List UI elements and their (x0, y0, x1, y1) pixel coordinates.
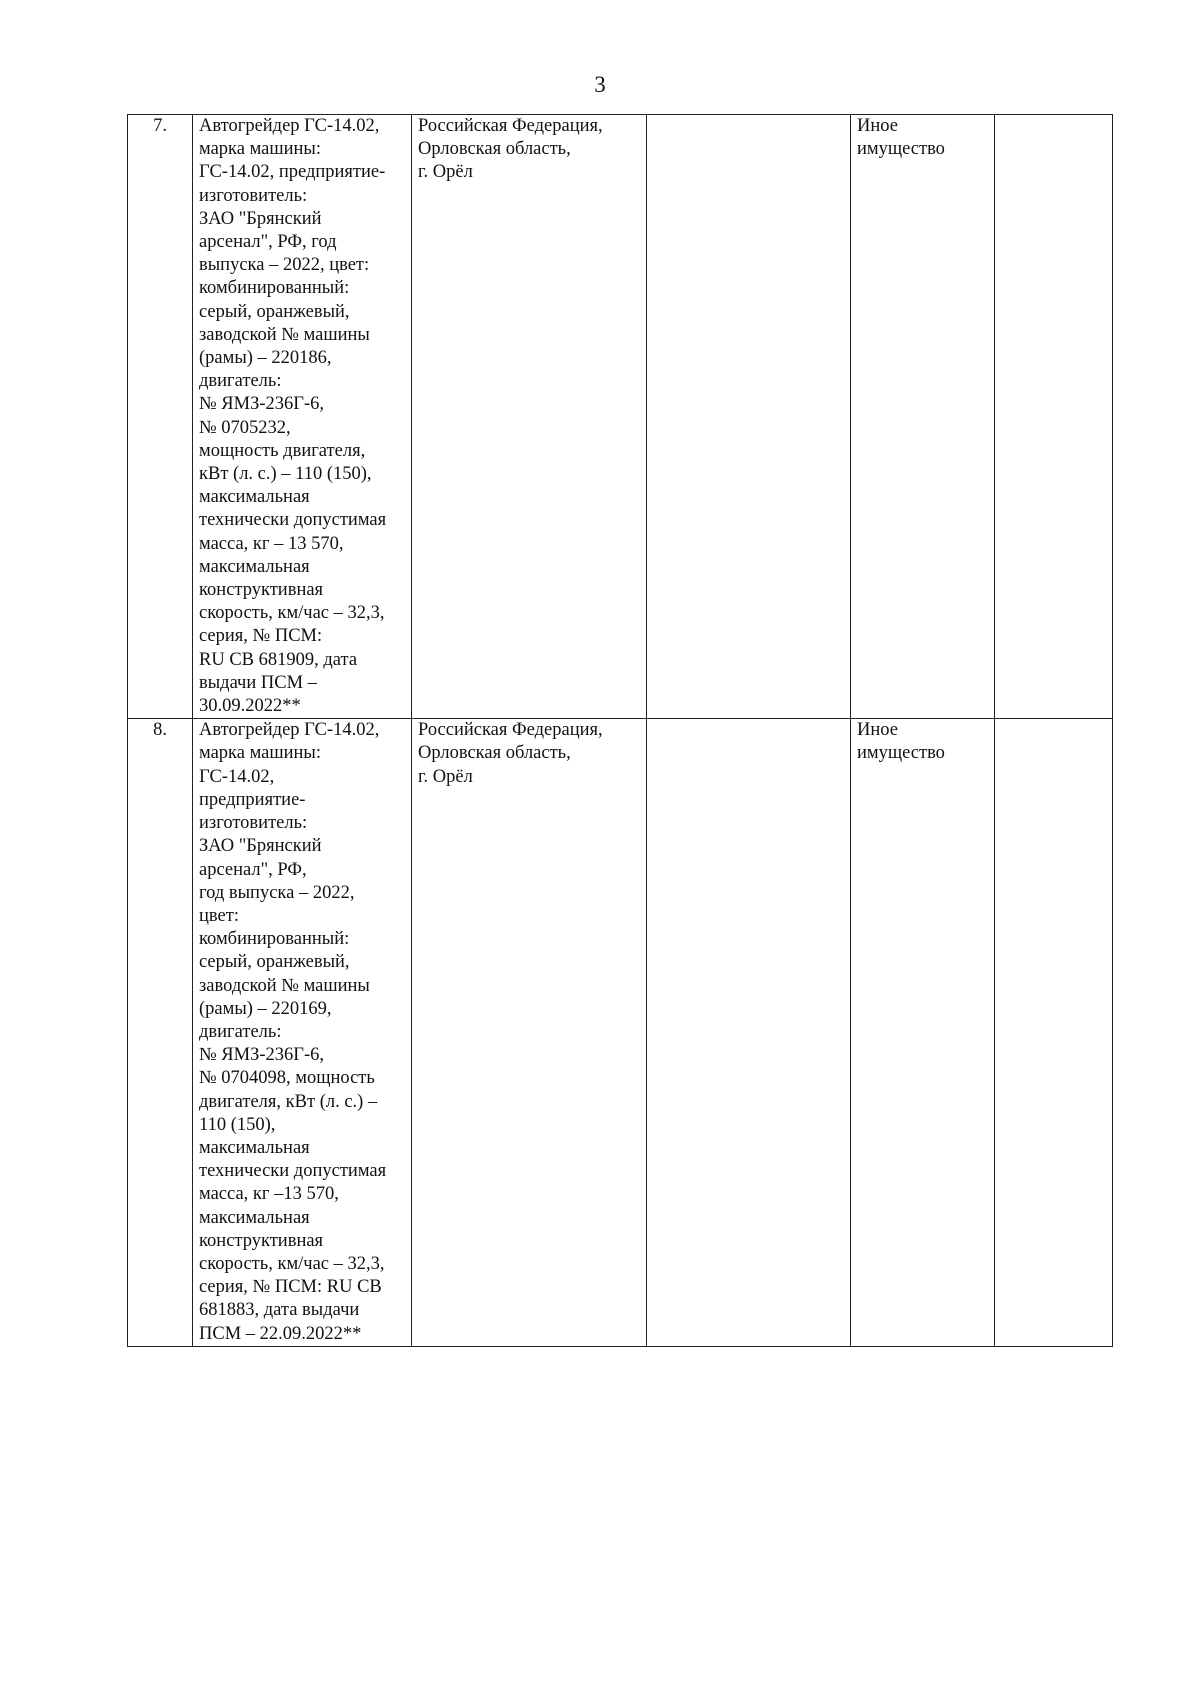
description-line: технически допустимая (199, 1161, 387, 1182)
description-line: № 0704098, мощность (199, 1068, 375, 1089)
location-line: Российская Федерация, (418, 116, 603, 136)
description-line: арсенал", РФ, год (199, 232, 337, 253)
description-line: марка машины: (199, 139, 321, 160)
description-line: изготовитель: (199, 185, 308, 206)
location-line: г. Орёл (418, 766, 473, 787)
location-cell (412, 115, 647, 719)
category-cell (851, 719, 995, 1346)
description-line: комбинированный: (199, 278, 350, 299)
description-line: марка машины: (199, 743, 321, 764)
table-row (128, 115, 1113, 719)
description-line: (рамы) – 220169, (199, 998, 332, 1019)
empty-cell (995, 115, 1113, 719)
property-description-cell (193, 115, 412, 719)
description-line: ГС-14.02, (199, 766, 275, 787)
row-number-cell: 8. (128, 719, 193, 1346)
location-line: Российская Федерация, (418, 720, 603, 741)
description-line: 30.09.2022** (199, 696, 301, 717)
description-line: масса, кг –13 570, (199, 1184, 339, 1205)
description-line: ЗАО "Брянский (199, 836, 322, 857)
location-cell (412, 719, 647, 1346)
empty-cell (995, 719, 1113, 1346)
description-line: 110 (150), (199, 1114, 276, 1135)
description-line: Автогрейдер ГС-14.02, (199, 116, 380, 136)
property-description-cell (193, 719, 412, 1346)
description-line: ЗАО "Брянский (199, 208, 322, 229)
description-line: масса, кг – 13 570, (199, 533, 344, 554)
description-line: мощность двигателя, (199, 440, 366, 461)
description-line: серия, № ПСМ: (199, 626, 323, 647)
description-line: № ЯМЗ-236Г-6, (199, 1045, 324, 1066)
description-line: изготовитель: (199, 813, 308, 834)
description-line: № 0705232, (199, 417, 291, 438)
description-line: двигателя, кВт (л. с.) – (199, 1091, 378, 1112)
description-line: 681883, дата выдачи (199, 1300, 360, 1321)
description-line: серый, оранжевый, (199, 301, 350, 322)
description-line: максимальная (199, 556, 310, 577)
description-line: выдачи ПСМ – (199, 672, 317, 693)
description-line: выпуска – 2022, цвет: (199, 255, 370, 276)
empty-cell (647, 719, 851, 1346)
description-line: серый, оранжевый, (199, 952, 350, 973)
description-line: заводской № машины (199, 975, 370, 996)
category-line: имущество (857, 139, 945, 160)
category-line: имущество (857, 743, 945, 764)
description-line: скорость, км/час – 32,3, (199, 1253, 385, 1274)
description-line: Автогрейдер ГС-14.02, (199, 720, 380, 741)
description-line: ПСМ – 22.09.2022** (199, 1323, 362, 1344)
property-registry-table (127, 114, 1113, 1347)
description-line: заводской № машины (199, 324, 370, 345)
description-line: цвет: (199, 905, 239, 926)
description-line: двигатель: (199, 371, 282, 392)
table-row (128, 719, 1113, 1346)
description-line: технически допустимая (199, 510, 387, 531)
description-line: максимальная (199, 1207, 310, 1228)
category-cell (851, 115, 995, 719)
description-line: комбинированный: (199, 929, 350, 950)
description-line: конструктивная (199, 580, 324, 601)
empty-cell (647, 115, 851, 719)
description-line: максимальная (199, 1137, 310, 1158)
location-line: г. Орёл (418, 162, 473, 183)
description-line: RU CB 681909, дата (199, 649, 358, 670)
description-line: предприятие- (199, 789, 306, 810)
description-line: серия, № ПСМ: RU CB (199, 1277, 382, 1298)
location-line: Орловская область, (418, 139, 571, 160)
description-line: № ЯМЗ-236Г-6, (199, 394, 324, 415)
description-line: скорость, км/час – 32,3, (199, 603, 385, 624)
category-line: Иное (857, 720, 898, 741)
location-line: Орловская область, (418, 743, 571, 764)
description-line: конструктивная (199, 1230, 324, 1251)
description-line: арсенал", РФ, (199, 859, 307, 880)
description-line: (рамы) – 220186, (199, 348, 332, 369)
description-line: максимальная (199, 487, 310, 508)
description-line: ГС-14.02, предприятие- (199, 162, 386, 183)
page-number: 3 (594, 72, 606, 97)
description-line: кВт (л. с.) – 110 (150), (199, 464, 372, 485)
category-line: Иное (857, 116, 898, 136)
description-line: год выпуска – 2022, (199, 882, 355, 903)
description-line: двигатель: (199, 1021, 282, 1042)
row-number-cell: 7. (128, 115, 193, 719)
